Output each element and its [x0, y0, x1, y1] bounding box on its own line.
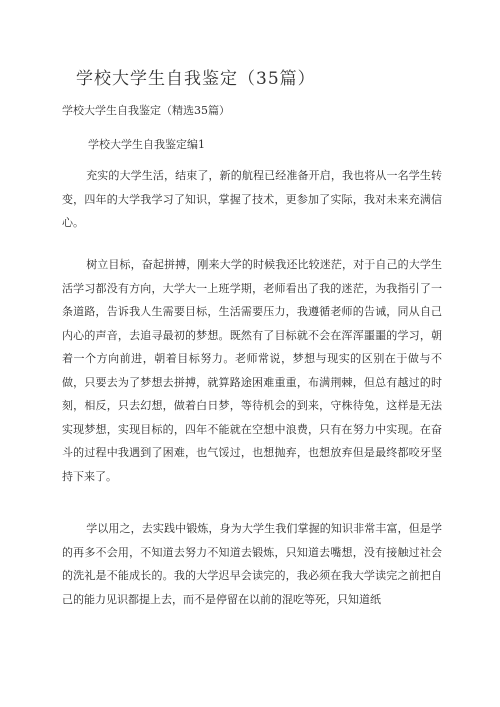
- paragraph-3: 学以用之，去实践中锻炼，身为大学生我们掌握的知识非常丰富，但是学的再多不会用，不知道去努力不知道去锻炼，只知道去嘴想，没有接触过社会的洗礼是不能成长的。我的大学迟早会读完的，我必须在我大学读完之前把自己的能力见识都提上去，而不是停留在以前的混吃等死，只知道纸: [62, 522, 442, 606]
- section-heading: 学校大学生自我鉴定编1: [88, 138, 205, 151]
- paragraph-2: 树立目标，奋起拼搏，刚来大学的时候我还比较迷茫，对于自己的大学生活学习都没有方向，大学大一上班学期，老师看出了我的迷茫，为我指引了一条道路，告诉我人生需要目标，生活需要压力，我遵循老师的告诫，同从自己内心的声音，去追寻最初的梦想。既然有了目标就不会在浑浑噩噩的学习，朝着一个方向前进，朝着目标努力。老师常说，梦想与现实的区别在于做与不做，只要去为了梦想去拼搏，就算路途困难重重，布满荆棘，但总有越过的时刻，相反，只去幻想，做着白日梦，等待机会的到来，守株待兔，这样是无法实现梦想，实现目标的，四年不能就在空想中浪费，只有在努力中实现。在奋斗的过程中我遇到了困难，也气馁过，也想抛弃，也想放弃但是最终都咬牙坚持下来了。: [62, 258, 442, 483]
- paragraph-1: 充实的大学生活，结束了，新的航程已经准备开启，我也将从一名学生转变，四年的大学我学习了知识，掌握了技术，更参加了实际，我对未来充满信心。: [62, 169, 442, 229]
- document-subtitle: 学校大学生自我鉴定（精选35篇）: [62, 104, 230, 117]
- document-title: 学校大学生自我鉴定（35篇）: [76, 69, 316, 89]
